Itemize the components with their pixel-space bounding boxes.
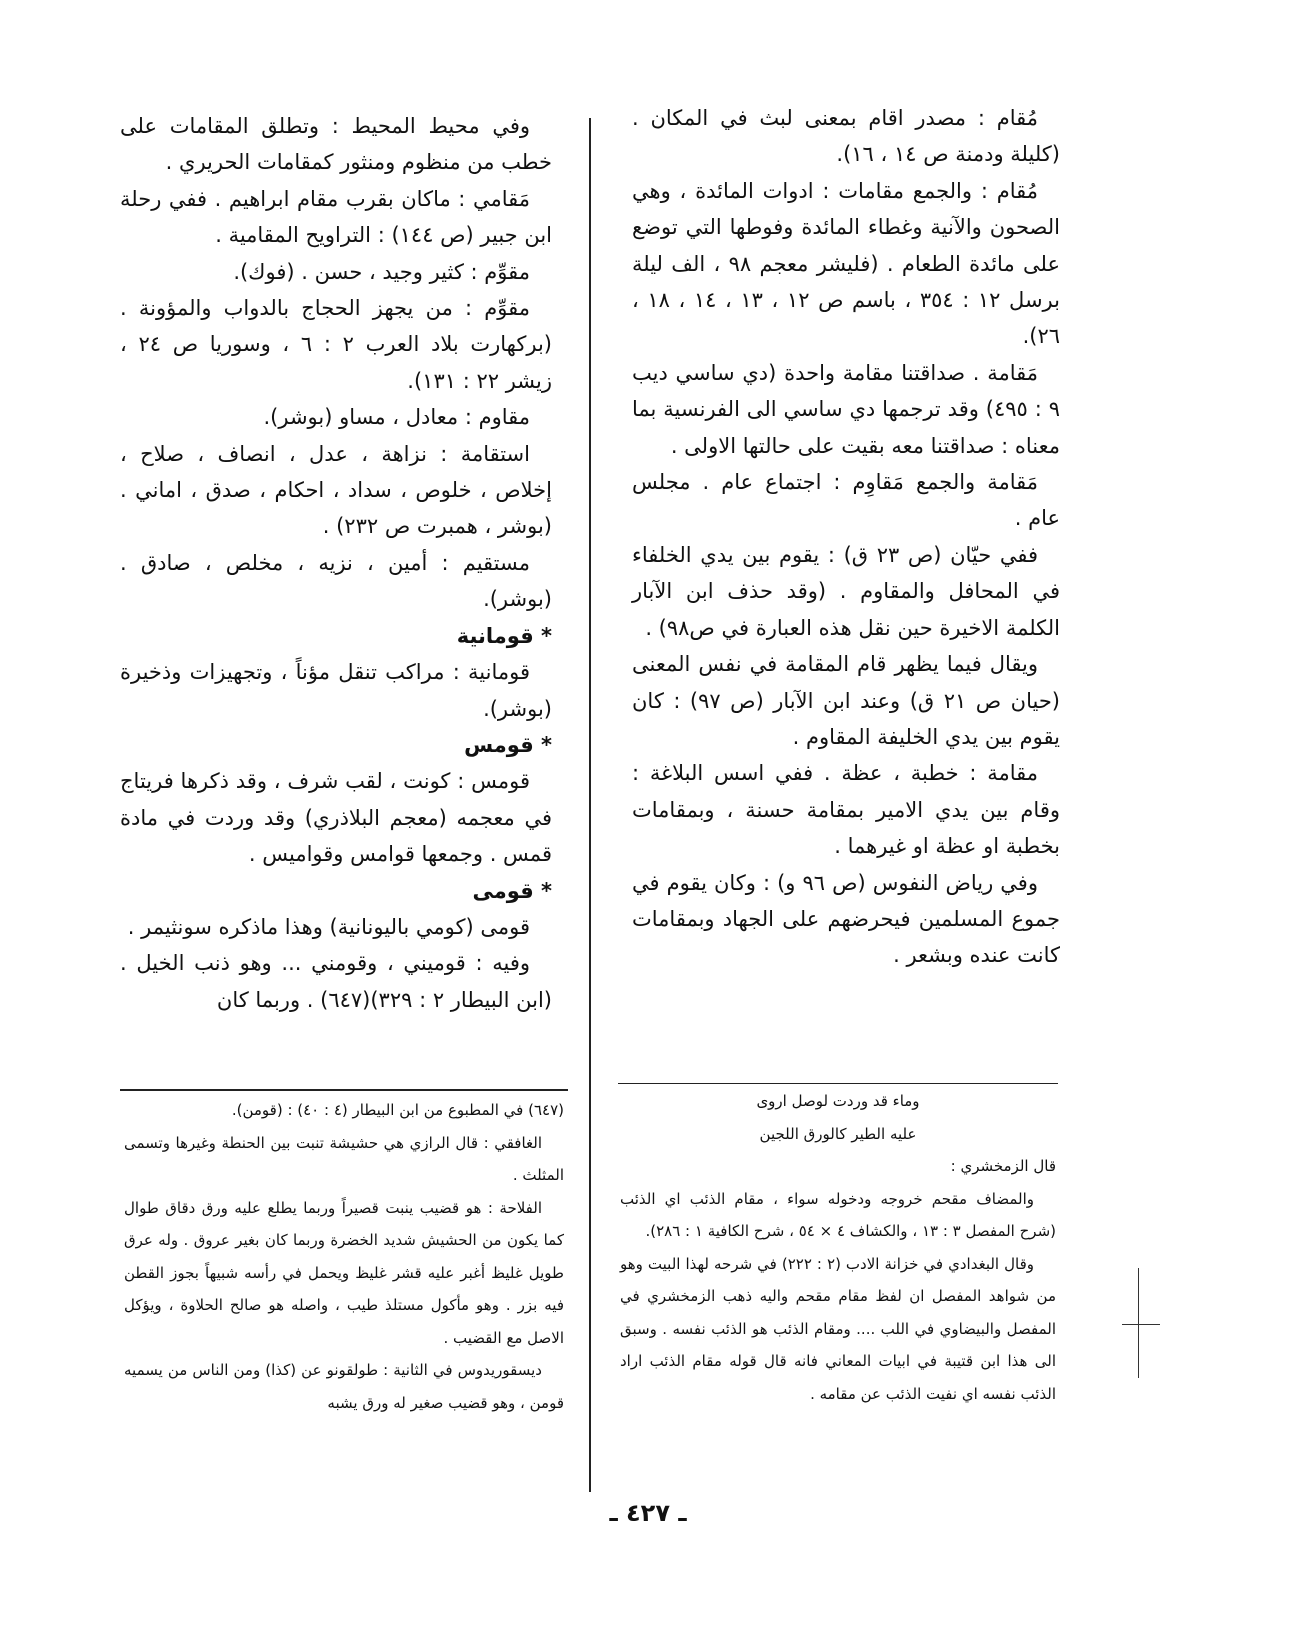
entry-paragraph: قومانية : مراكب تنقل مؤناً ، وتجهيزات وذخيرة (بوشر). (120, 660, 552, 721)
entry-paragraph: مقامة : خطبة ، عظة . ففي اسس البلاغة : وقام بين يدي الامير بمقامة حسنة ، وبمقامات بخطبة او عظة او غيرهما . (632, 761, 1060, 859)
entry-paragraph: مَقامة . صداقتنا مقامة واحدة (دي ساسي ديب ٩ : ٤٩٥) وقد ترجمها دي ساسي الى الفرنسية بما معناه : صداقتنا معه بقيت على حالتها الاولى . (632, 360, 1060, 458)
entry-paragraph: * قومانية (456, 623, 552, 648)
left-column (120, 108, 552, 1018)
page-number: ـ ٤٢٧ ـ (609, 1499, 687, 1527)
footnote-paragraph: وماء قد وردت لوصل اروى (756, 1092, 920, 1110)
footnote-paragraph: وقال البغدادي في خزانة الادب (٢ : ٢٢٢) في شرحه لهذا البيت وهو من شواهد المفصل ان لفظ مقام مقحم واليه ذهب الزمخشري في المفصل والبيضاوي في اللب .... ومقام الذئب هو الذئب نفسه . وسبق الى هذا ابن قتيبة في ابيات المعاني فانه قال قوله مقام الذئب اراد الذئب نفسه اي نفيت الذئب عن مقامه . (620, 1254, 1056, 1403)
footnote-left (124, 1094, 564, 1419)
footnote-paragraph: ديسقوريدوس في الثانية : طولقونو عن (كذا) ومن الناس من يسميه قومن ، وهو قضيب صغير له ورق يشبه (124, 1361, 564, 1412)
footnote-paragraph: عليه الطير كالورق اللجين (759, 1124, 917, 1143)
entry-paragraph: مقاوم : معادل ، مساو (بوشر). (263, 405, 530, 430)
entry-paragraph: قومى (كومي باليونانية) وهذا ماذكره سونثيمر . (127, 914, 530, 939)
entry-paragraph: وفيه : قوميني ، وقومني ... وهو ذنب الخيل . (ابن البيطار ٢ : ٣٢٩)(٦٤٧) . وربما كان (120, 951, 552, 1012)
entry-paragraph: * قومى (472, 878, 552, 903)
footnote-rule-left (120, 1089, 568, 1091)
footnote-rule-right (618, 1083, 1058, 1084)
entry-paragraph: مقوِّم : من يجهز الحجاج بالدواب والمؤونة . (بركهارت بلاد العرب ٢ : ٦ ، وسوريا ص ٢٤ ، زيشر ٢٢ : ١٣١). (120, 296, 552, 393)
entry-paragraph: مقوِّم : كثير وجيد ، حسن . (فوك). (233, 259, 530, 284)
entry-paragraph: قومس : كونت ، لقب شرف ، وقد ذكرها فريتاج في معجمه (معجم البلاذري) وقد وردت في مادة قمس . وجمعها قوامس وقواميس . (120, 769, 552, 867)
footnote-paragraph: الفلاحة : هو قضيب ينبت قصيراً وربما يطلع عليه ورق دقاق طوال كما يكون من الحشيش شديد الخضرة وربما كان بغير عروق . وله عرق طويل غليظ أغبر عليه قشر غليظ ويحمل في رأسه شبيهاً بجوز القطن فيه بزر . وهو مأكول مستلذ طيب ، واصله هو صالح الحلاوة ، ويؤكل الاصل مع القضيب . (124, 1198, 564, 1347)
entry-paragraph: ففي حيّان (ص ٢٣ ق) : يقوم بين يدي الخلفاء في المحافل والمقاوم . (وقد حذف ابن الآبار الكلمة الاخيرة حين نقل هذه العبارة في ص٩٨) . (632, 542, 1060, 640)
footnote-paragraph: (٦٤٧) في المطبوع من ابن البيطار (٤ : ٤٠) : (قومن). (231, 1101, 564, 1119)
entry-paragraph: استقامة : نزاهة ، عدل ، انصاف ، صلاح ، إخلاص ، خلوص ، سداد ، احكام ، صدق ، اماني . (بوشر ، همبرت ص ٢٣٢) . (120, 441, 552, 539)
entry-paragraph: مَقامي : ماكان بقرب مقام ابراهيم . ففي رحلة ابن جبير (ص ١٤٤) : التراويح المقامية . (120, 186, 552, 248)
entry-paragraph: وفي محيط المحيط : وتطلق المقامات على خطب من منظوم ومنثور كمقامات الحريري . (120, 114, 552, 175)
entry-paragraph: مُقام : والجمع مقامات : ادوات المائدة ، وهي الصحون والآنية وغطاء المائدة وفوطها التي توضع على مائدة الطعام . (فليشر معجم ٩٨ ، الف ليلة برسل ١٢ : ٣٥٤ ، باسم ص ١٢ ، ١٣ ، ١٤ ، ١٨ ، ٢٦). (632, 178, 1060, 349)
footnote-paragraph: قال الزمخشري : (950, 1157, 1056, 1175)
entry-paragraph: مُقام : مصدر اقام بمعنى لبث في المكان . (كليلة ودمنة ص ١٤ ، ١٦). (632, 106, 1060, 167)
entry-paragraph: وفي رياض النفوس (ص ٩٦ و) : وكان يقوم في جموع المسلمين فيحرضهم على الجهاد وبمقامات كانت عنده وبشعر . (632, 870, 1060, 968)
right-column (632, 100, 1060, 974)
entry-paragraph: ويقال فيما يظهر قام المقامة في نفس المعنى (حيان ص ٢١ ق) وعند ابن الآبار (ص ٩٧) : كان يقوم بين يدي الخليفة المقاوم . (632, 652, 1061, 749)
entry-paragraph: مَقامة والجمع مَقاوِم : اجتماع عام . مجلس عام . (632, 470, 1060, 531)
entry-paragraph: مستقيم : أمين ، نزيه ، مخلص ، صادق . (بوشر). (120, 550, 552, 612)
scan-mark (1138, 1268, 1139, 1378)
footnote-paragraph: الغافقي : قال الرازي هي حشيشة تنبت بين الحنطة وغيرها وتسمى المثلث . (124, 1133, 564, 1184)
scan-mark (1122, 1324, 1160, 1325)
entry-paragraph: * قومس (464, 732, 552, 757)
footnote-paragraph: والمضاف مقحم خروجه ودخوله سواء ، مقام الذئب اي الذئب (شرح المفصل ٣ : ١٣ ، والكشاف ٤ × ٥٤ ، شرح الكافية ١ : ٢٨٦). (620, 1189, 1056, 1240)
column-divider (589, 118, 591, 1492)
footnote-right (620, 1085, 1056, 1410)
